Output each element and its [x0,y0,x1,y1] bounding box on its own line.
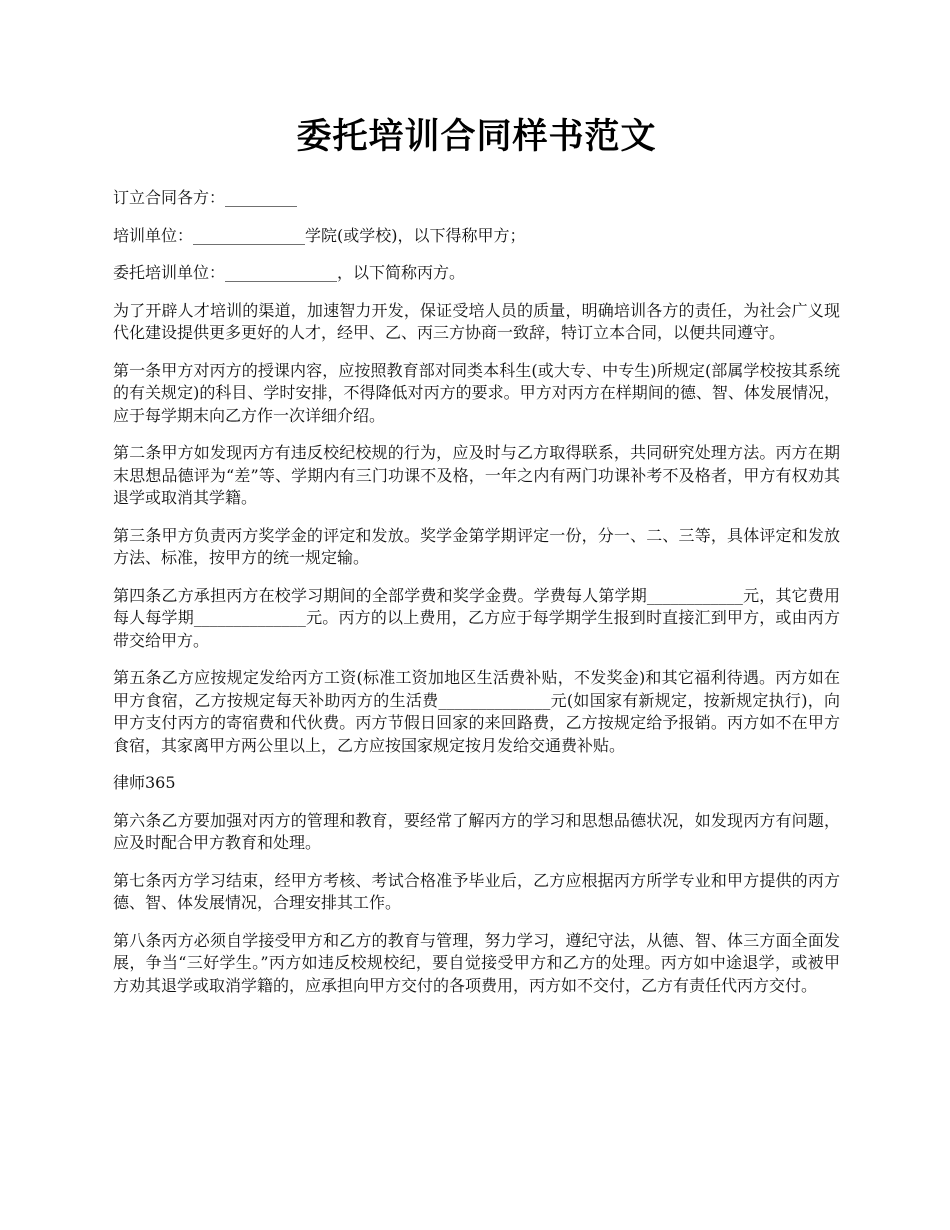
article-7-paragraph: 第七条丙方学习结束，经甲方考核、考试合格准予毕业后，乙方应根据丙方所学专业和甲方提供的丙方德、智、体发展情况，合理安排其工作。 [113,870,840,912]
article-6-paragraph: 第六条乙方要加强对丙方的管理和教育，要经常了解丙方的学习和思想品德状况，如发现丙方有问题，应及时配合甲方教育和处理。 [113,810,840,852]
document-body [113,187,840,997]
article-4-paragraph: 第四条乙方承担丙方在校学习期间的全部学费和奖学金费。学费每人第学期____________元，其它费用每人每学期______________元。丙方的以上费用，乙方应于每学期学生报到时直接汇到甲方，或由丙方带交给甲方。 [113,585,840,650]
document-title: 委托培训合同样书范文 [296,116,657,157]
article-2-paragraph: 第二条甲方如发现丙方有违反校纪校规的行为，应及时与乙方取得联系，共同研究处理方法。丙方在期末思想品德评为“差”等、学期内有三门功课不及格，一年之内有两门功课补考不及格者，甲方有权劝其退学或取消其学籍。 [113,443,840,507]
commissioning-unit-line: 委托培训单位：______________，以下简称丙方。 [113,263,466,282]
preamble-paragraph: 为了开辟人才培训的渠道，加速智力开发，保证受培人员的质量，明确培训各方的责任，为社会广义现代化建设提供更多更好的人才，经甲、乙、丙三方协商一致辞，特订立本合同，以便共同遵守。 [113,300,840,342]
source-note: 律师365 [113,773,176,792]
training-unit-line: 培训单位：______________学院(或学校)，以下得称甲方； [113,225,526,245]
article-1-paragraph: 第一条甲方对丙方的授课内容，应按照教育部对同类本科生(或大专、中专生)所规定(部属学校按其系统的有关规定)的科目、学时安排，不得降低对丙方的要求。甲方对丙方在样期间的德、智、体发展情况，应于每学期末向乙方作一次详细介绍。 [113,360,840,425]
article-3-paragraph: 第三条甲方负责丙方奖学金的评定和发放。奖学金第学期评定一份，分一、二、三等，具体评定和发放方法、标准，按甲方的统一规定输。 [113,525,840,567]
article-5-paragraph: 第五条乙方应按规定发给丙方工资(标准工资加地区生活费补贴，不发奖金)和其它福利待遇。丙方如在甲方食宿，乙方按规定每天补助丙方的生活费______________元(如国家有新规定，按新规定执行)，向甲方支付丙方的寄宿费和代伙费。丙方节假日回家的来回路费，乙方按规定给予报销。丙方如不在甲方食宿，其家离甲方两公里以上，乙方应按国家规定按月发给交通费补贴。 [113,668,840,755]
contract-parties-line: 订立合同各方：_________ [113,188,298,207]
article-8-paragraph: 第八条丙方必须自学接受甲方和乙方的教育与管理，努力学习，遵纪守法，从德、智、体三方面全面发展，争当“三好学生。”丙方如违反校规校纪，要自觉接受甲方和乙方的处理。丙方如中途退学，或被甲方劝其退学或取消学籍的，应承担向甲方交付的各项费用，丙方如不交付，乙方有责任代丙方交付。 [113,930,840,995]
